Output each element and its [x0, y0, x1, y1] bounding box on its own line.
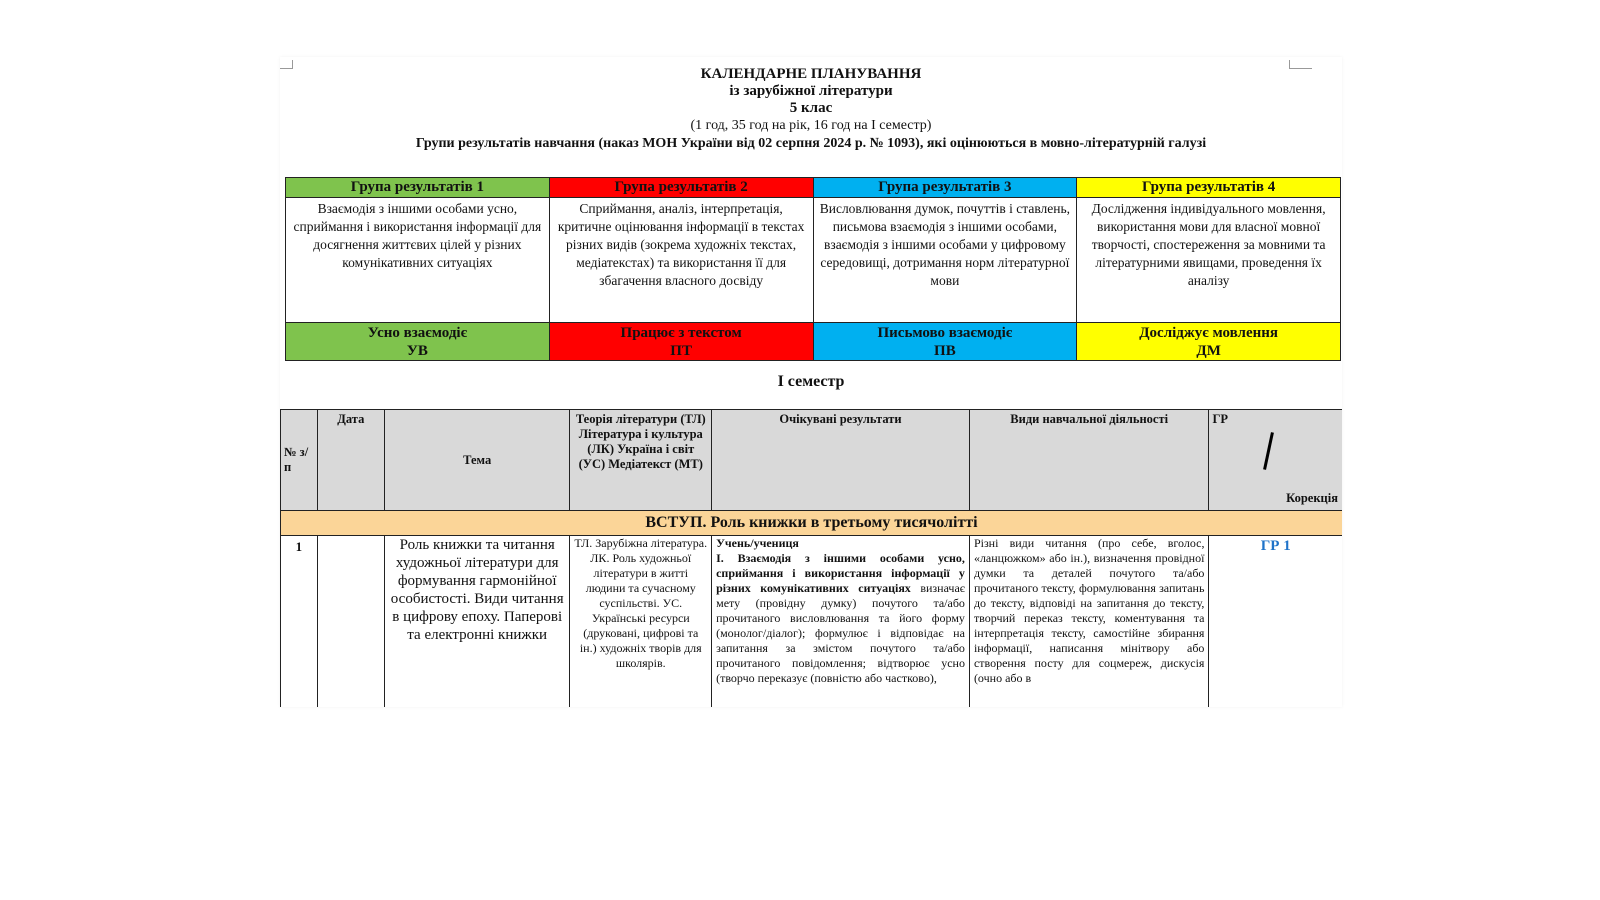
- group-3-title: Група результатів 3: [813, 178, 1077, 198]
- group-1-description: Взаємодія з іншими особами усно, сприймання і використання інформації для досягнення життєвих цілей у різних комунікативних ситуаціях: [286, 198, 550, 323]
- groups-description-row: [286, 198, 1341, 323]
- group-3-code: ПВ: [934, 342, 956, 359]
- group-2-code: ПТ: [670, 342, 692, 359]
- table-row: [281, 536, 1343, 708]
- col-header-theme: Тема: [384, 410, 569, 511]
- group-1-code: УВ: [406, 342, 428, 359]
- group-2-description: Сприймання, аналіз, інтерпретація, критичне оцінювання інформації в текстах різних видів (зокрема художніх текстах, медіатекстах) та використання її для збагачення власного досвіду: [549, 198, 813, 323]
- col-header-gr-label: ГР: [1212, 412, 1229, 426]
- lesson-plan-table: [280, 409, 1342, 707]
- group-2-action: Працює з текстом: [620, 324, 742, 341]
- group-3-description: Висловлювання думок, почуттів і ставлень, письмова взаємодія з іншими особами, взаємодія з іншими особами у цифровому середовищі, дотримання норм літературної мови: [813, 198, 1077, 323]
- col-header-correction: Корекція: [1286, 491, 1338, 505]
- document-subject: із зарубіжної літератури: [729, 83, 893, 99]
- col-header-results: Очікувані результати: [712, 410, 970, 511]
- group-4-code: ДМ: [1196, 342, 1221, 359]
- group-3-action: Письмово взаємодіє: [877, 324, 1013, 341]
- col-header-number: № з/п: [281, 410, 318, 511]
- group-1-action: Усно взаємодіє: [367, 324, 468, 341]
- section-row-intro: [281, 511, 1343, 536]
- group-4-code-cell: [1077, 323, 1341, 361]
- row-results-label: Учень/учениця: [716, 536, 799, 550]
- row-results: [712, 536, 970, 708]
- group-3-code-cell: [813, 323, 1077, 361]
- document-header: [280, 66, 1342, 153]
- row-theme: Роль книжки та читання художньої літератури для формування гармонійної особистості. Види читання в цифрову епоху. Паперові та електронні книжки: [384, 536, 569, 708]
- row-results-text: визначає мету (провідну думку) почутого та/або прочитаного висловлювання та його форму (монолог/діалог); формулює і відповідає на запитання за змістом почутого та/або прочитаного повідомлення; відтворює усно (творчо переказує (повністю або частково),: [716, 581, 965, 685]
- row-number: 1: [281, 536, 318, 708]
- row-date: [317, 536, 384, 708]
- row-results-group: І. Взаємодія з іншими особами усно, сприймання і використання інформації у різних комунікативних ситуаціях: [716, 551, 965, 595]
- document-title: КАЛЕНДАРНЕ ПЛАНУВАННЯ: [700, 66, 922, 82]
- groups-heading: Групи результатів навчання (наказ МОН України від 02 серпня 2024 р. № 1093), які оцінюються в мовно-літературній галузі: [415, 136, 1207, 151]
- semester-heading: І семестр: [777, 373, 845, 390]
- groups-title-row: [286, 178, 1341, 198]
- plan-header-row: [281, 410, 1343, 511]
- result-groups-table: [285, 177, 1341, 361]
- document-page: [280, 57, 1342, 707]
- group-2-title: Група результатів 2: [549, 178, 813, 198]
- row-activities: Різні види читання (про себе, вголос, «ланцюжком» або ін.), визначення провідної думки та деталей почутого та/або прочитаного тексту, формулювання запитань до тексту, відповіді на запитання до тексту, творчий переказ тексту, коментування та інтерпретація тексту, самостійне збирання інформації, написання мінітвору або створення посту для соцмереж, дискусія (очно або в: [969, 536, 1209, 708]
- document-hours: (1 год, 35 год на рік, 16 год на І семестр): [690, 118, 932, 133]
- group-4-title: Група результатів 4: [1077, 178, 1341, 198]
- group-1-code-cell: [286, 323, 550, 361]
- section-title: ВСТУП. Роль книжки в третьому тисячолітті: [281, 511, 1343, 536]
- slash-divider: [1264, 432, 1275, 470]
- group-4-description: Дослідження індивідуального мовлення, використання мови для власної мовної творчості, спостереження за мовними та літературними явищами, проведення їх аналізу: [1077, 198, 1341, 323]
- col-header-date: Дата: [317, 410, 384, 511]
- document-grade: 5 клас: [789, 100, 833, 116]
- row-gr-link[interactable]: ГР 1: [1209, 536, 1342, 708]
- row-theory: ТЛ. Зарубіжна література. ЛК. Роль художньої літератури в житті людини та сучасному суспільстві. УС. Українські ресурси (друковані, цифрові та ін.) художніх творів для школярів.: [570, 536, 712, 708]
- col-header-theory: Теорія літератури (ТЛ) Література і культура (ЛК) Україна і світ (УС) Медіатекст (МТ): [570, 410, 712, 511]
- group-4-action: Досліджує мовлення: [1139, 324, 1279, 341]
- group-1-title: Група результатів 1: [286, 178, 550, 198]
- col-header-activities: Види навчальної діяльності: [969, 410, 1209, 511]
- groups-code-row: [286, 323, 1341, 361]
- group-2-code-cell: [549, 323, 813, 361]
- col-header-gr: [1209, 410, 1342, 511]
